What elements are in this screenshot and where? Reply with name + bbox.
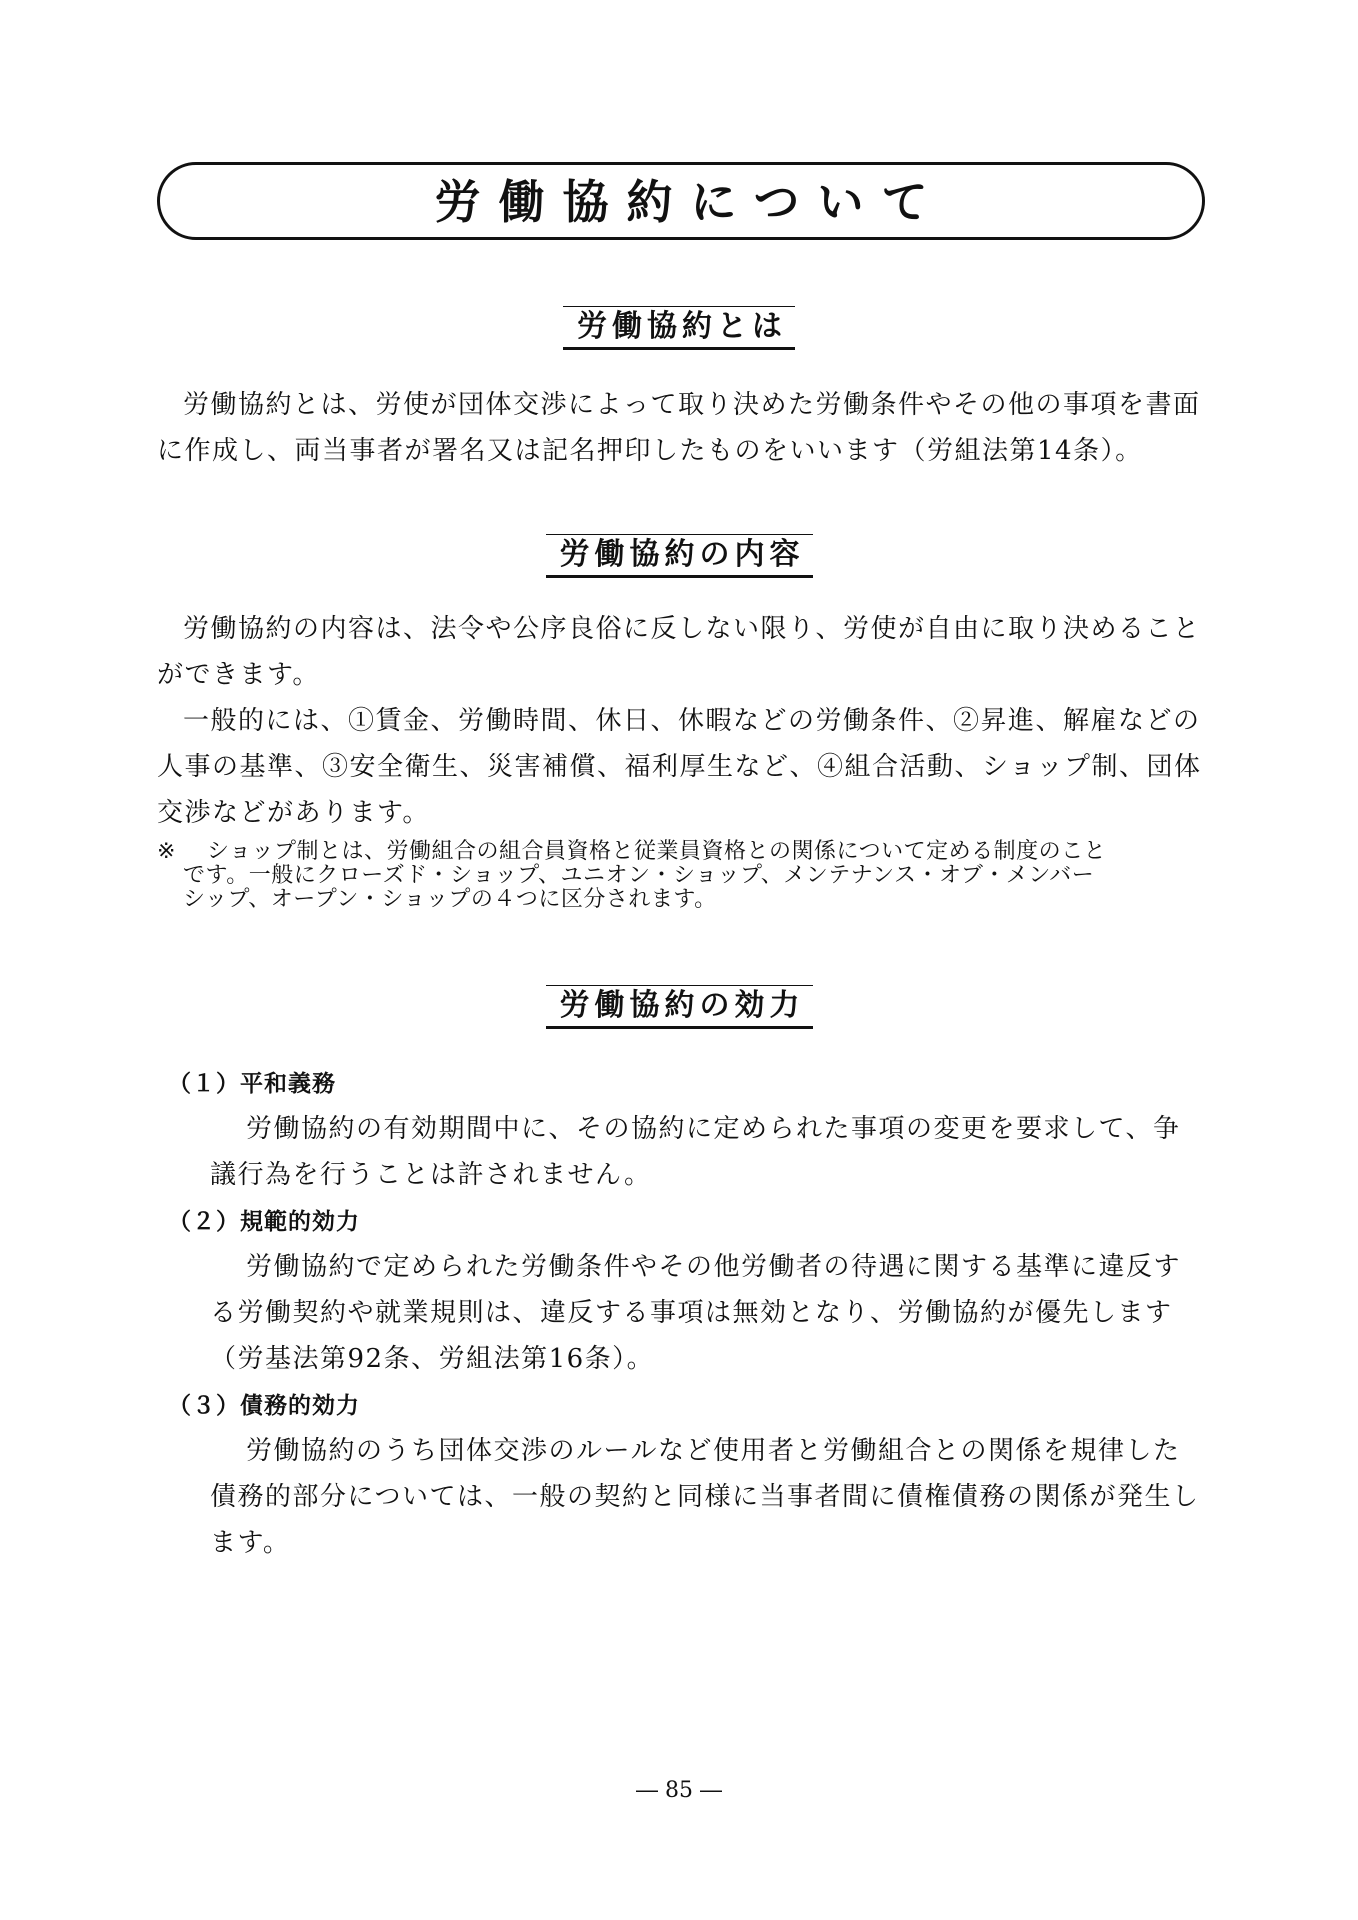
note-mark: ※ [157,839,176,864]
item-heading-peace-obligation: （１）平和義務 [168,1071,336,1097]
note-line-1: ショップ制とは、労働組合の組合員資格と従業員資格との関係について定める制度のこと [207,839,1107,864]
section-heading-text: 労働協約の効力 [546,985,813,1029]
definition-paragraph: 労働協約とは、労使が団体交渉によって取り決めた労働条件やその他の事項を書面に作成し、両当事者が署名又は記名押印したものをいいます（労組法第14条）。 [157,390,1201,466]
section-heading-effect [0,985,1358,1029]
section-heading-content [0,534,1358,578]
section-heading-text: 労働協約とは [563,306,795,350]
item-heading-obligatory-effect: （３）債務的効力 [168,1393,360,1419]
page-title-box [157,162,1205,240]
page-title: 労働協約について [434,175,946,229]
note-line-3: シップ、オープン・ショップの４つに区分されます。 [183,887,717,912]
section-heading-definition [0,306,1358,350]
section-heading-text: 労働協約の内容 [546,534,813,578]
item-text-normative-effect: 労働協約で定められた労働条件やその他労働者の待遇に関する基準に違反する労働契約や就業規則は、違反する事項は無効となり、労働協約が優先します（労基法第92条、労組法第16条）。 [210,1252,1182,1374]
note-body [157,840,1207,912]
page-number: ― 85 ― [636,1778,722,1803]
shop-system-note [157,840,1207,912]
content-paragraph-1: 労働協約の内容は、法令や公序良俗に反しない限り、労使が自由に取り決めることができます。 [157,614,1201,690]
item-heading-normative-effect: （２）規範的効力 [168,1209,360,1235]
content-paragraph-2: 一般的には、①賃金、労働時間、休日、休暇などの労働条件、②昇進、解雇などの人事の基準、③安全衛生、災害補償、福利厚生など、④組合活動、ショップ制、団体交渉などがあります。 [157,706,1202,828]
item-text-peace-obligation: 労働協約の有効期間中に、その協約に定められた事項の変更を要求して、争議行為を行うことは許されません。 [210,1114,1181,1190]
note-line-2: です。一般にクローズド・ショップ、ユニオン・ショップ、メンテナンス・オブ・メンバー [183,863,1095,888]
item-text-obligatory-effect: 労働協約のうち団体交渉のルールなど使用者と労働組合との関係を規律した債務的部分については、一般の契約と同様に当事者間に債権債務の関係が発生します。 [210,1436,1200,1558]
